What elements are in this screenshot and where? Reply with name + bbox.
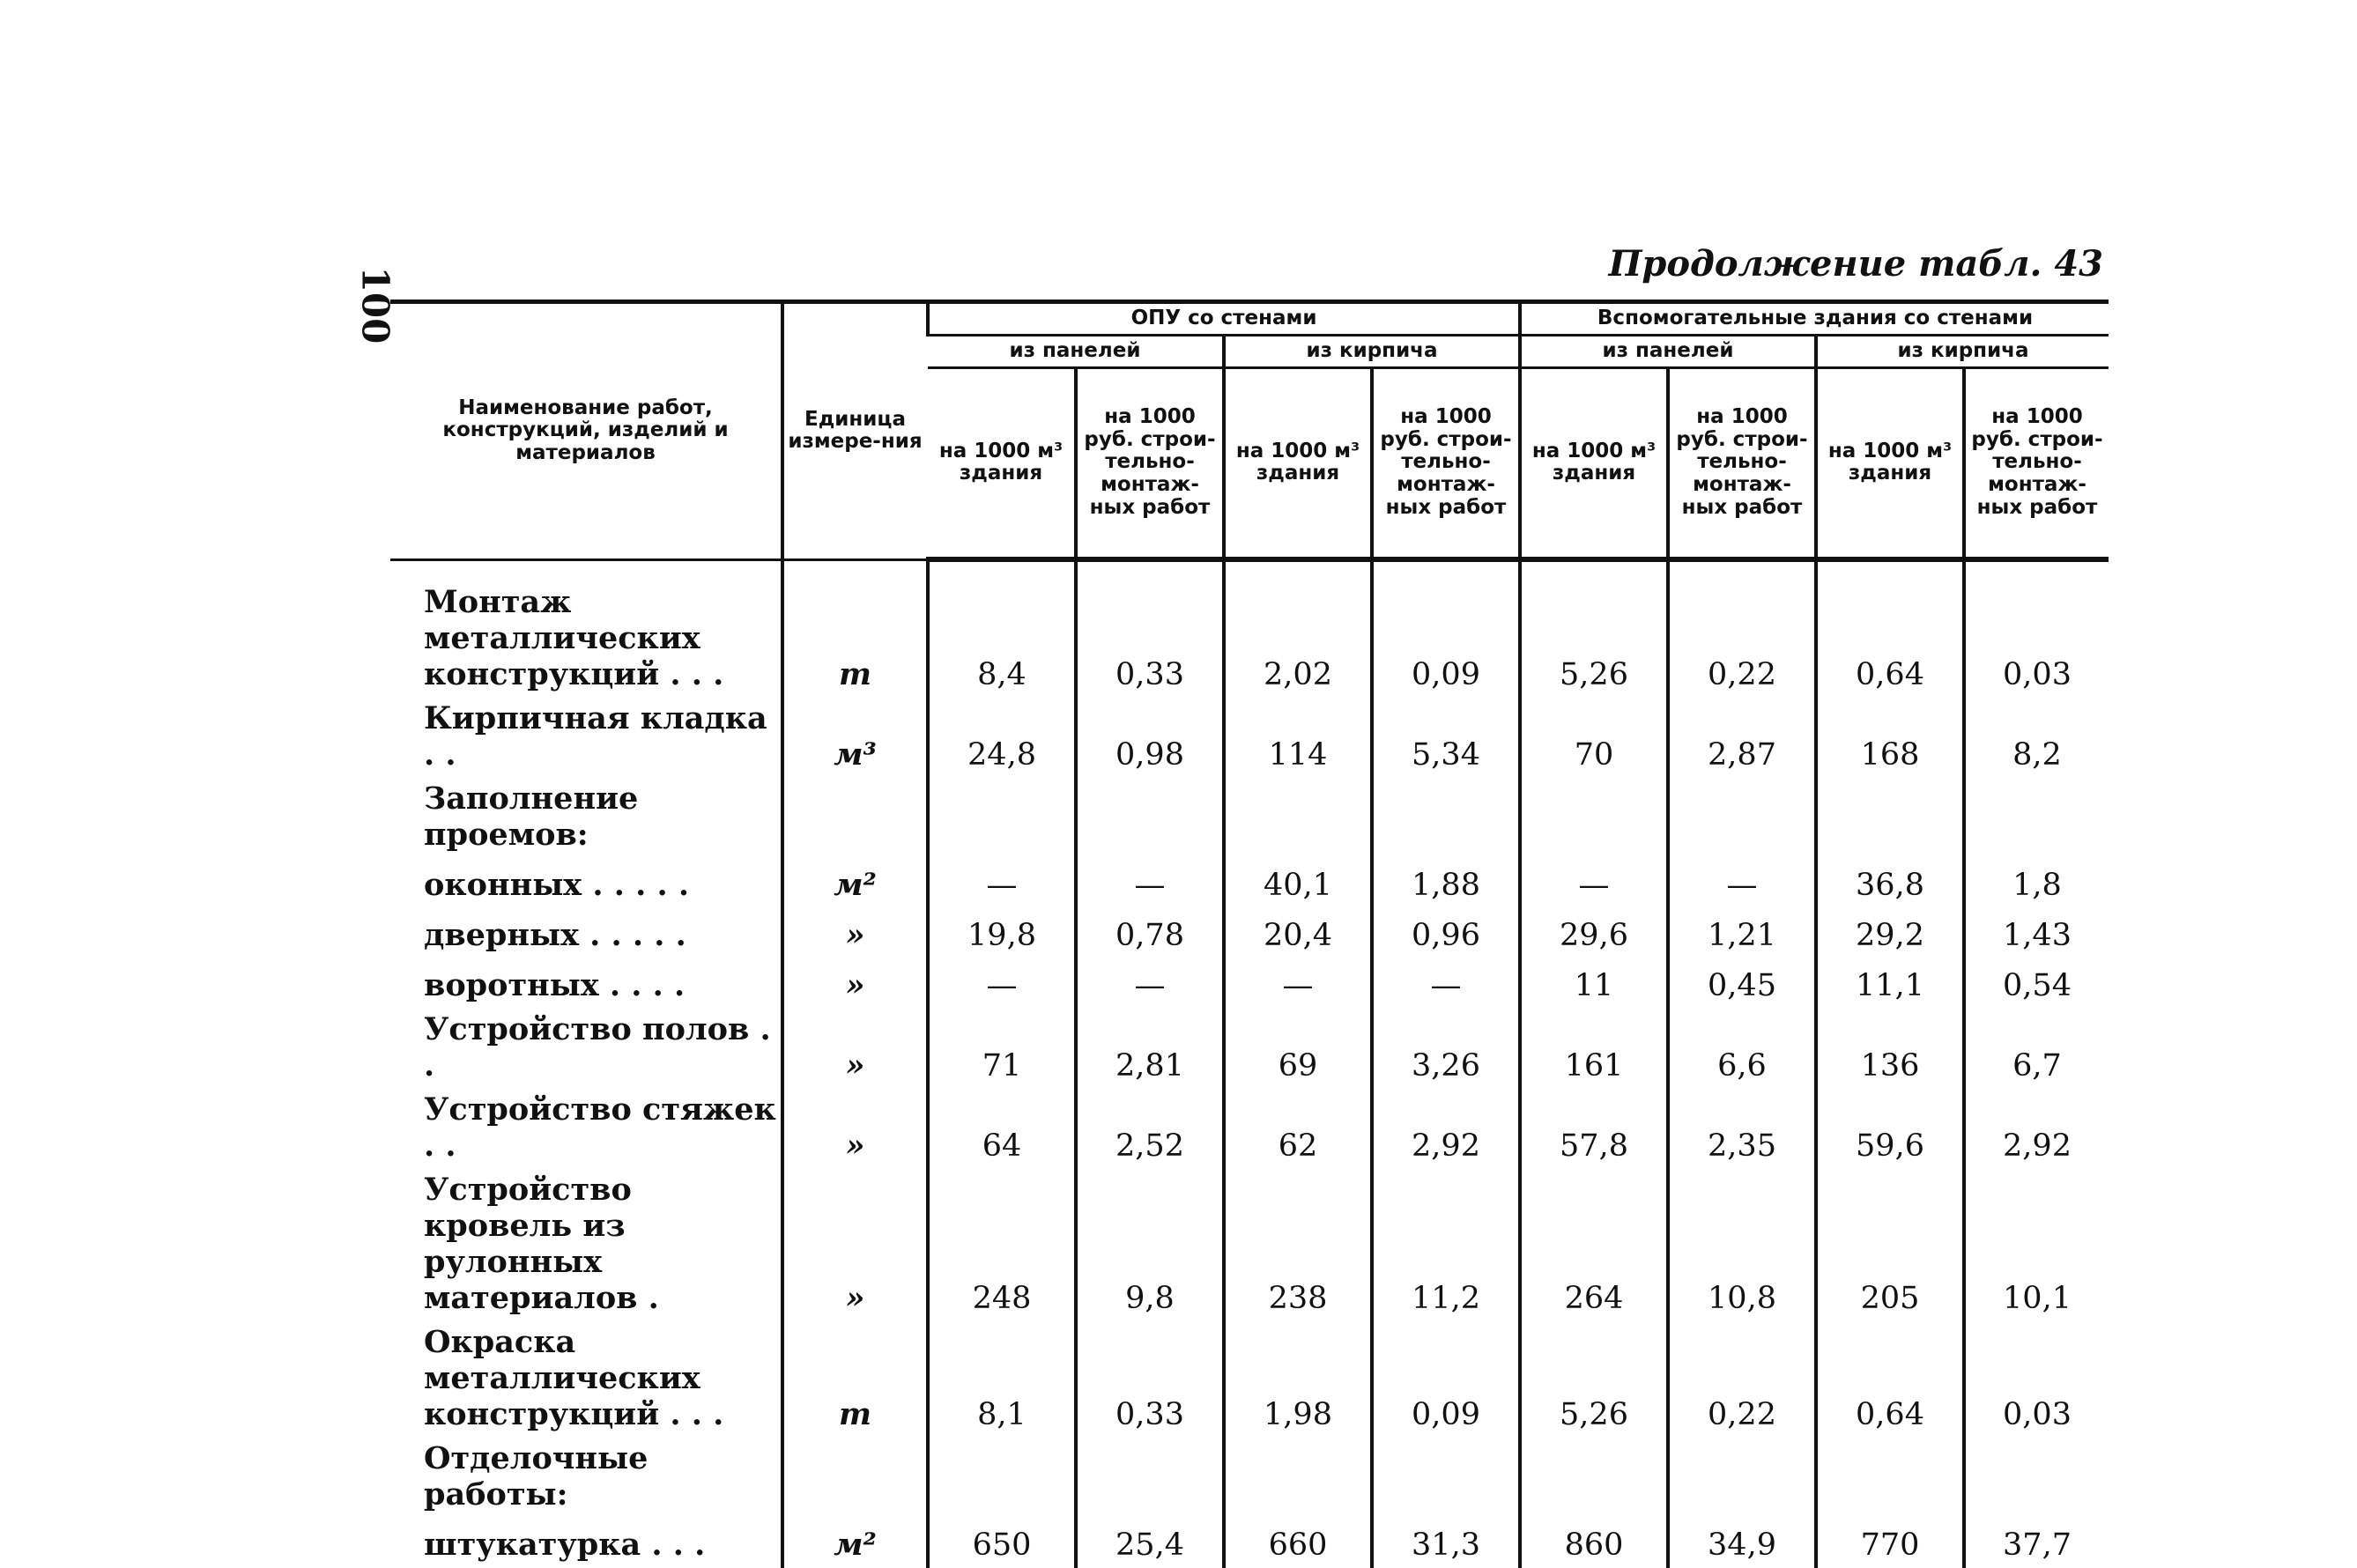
cell-value: — xyxy=(1224,958,1372,1009)
cell-value xyxy=(1076,778,1224,858)
cell-value xyxy=(1372,1438,1520,1518)
cell-value: 168 xyxy=(1816,698,1964,778)
cell-value: 10,8 xyxy=(1668,1169,1816,1321)
cell-value: 0,96 xyxy=(1372,908,1520,958)
cell-value xyxy=(1668,778,1816,858)
cell-value: 40,1 xyxy=(1224,858,1372,908)
cell-value: 1,21 xyxy=(1668,908,1816,958)
cell-value: 59,6 xyxy=(1816,1089,1964,1169)
row-unit: » xyxy=(782,1009,928,1089)
cell-value: 114 xyxy=(1224,698,1372,778)
cell-value: — xyxy=(1668,858,1816,908)
row-unit: м³ xyxy=(782,698,928,778)
cell-value: 25,4 xyxy=(1076,1518,1224,1568)
table-row xyxy=(390,1518,2109,1568)
cell-value: 1,98 xyxy=(1224,1321,1372,1438)
cell-value: 9,8 xyxy=(1076,1169,1224,1321)
header-sub-panels: из панелей xyxy=(928,335,1224,367)
cell-value: 5,34 xyxy=(1372,698,1520,778)
cell-value: 0,03 xyxy=(1964,559,2109,698)
cell-value xyxy=(1668,1438,1816,1518)
header-group-opu: ОПУ со стенами xyxy=(928,302,1520,336)
cell-value: 2,87 xyxy=(1668,698,1816,778)
cell-value: 5,26 xyxy=(1520,559,1668,698)
cell-value: — xyxy=(1076,858,1224,908)
table-row xyxy=(390,559,2109,698)
row-name: воротных . . . . xyxy=(424,966,686,1003)
row-unit: т xyxy=(782,1321,928,1438)
table-row xyxy=(390,1089,2109,1169)
cell-value: 64 xyxy=(928,1089,1076,1169)
cell-value: 2,92 xyxy=(1964,1089,2109,1169)
table-row xyxy=(390,1169,2109,1321)
materials-table xyxy=(390,300,2109,1568)
header-unit-col: Единица измере-ния xyxy=(782,302,928,560)
cell-value: 0,22 xyxy=(1668,559,1816,698)
cell-value: 0,33 xyxy=(1076,1321,1224,1438)
cell-value: 69 xyxy=(1224,1009,1372,1089)
row-unit: » xyxy=(782,1089,928,1169)
cell-value xyxy=(928,778,1076,858)
header-sub-brick: из кирпича xyxy=(1816,335,2109,367)
cell-value: — xyxy=(928,858,1076,908)
cell-value: 31,3 xyxy=(1372,1518,1520,1568)
row-name: Устройство кровель из рулонных материалов . xyxy=(424,1171,659,1316)
header-col-volume: на 1000 м³ здания xyxy=(1816,367,1964,559)
cell-value xyxy=(928,1438,1076,1518)
cell-value: 2,52 xyxy=(1076,1089,1224,1169)
cell-value: 8,4 xyxy=(928,559,1076,698)
cell-value: 161 xyxy=(1520,1009,1668,1089)
cell-value: 660 xyxy=(1224,1518,1372,1568)
row-unit: » xyxy=(782,908,928,958)
cell-value xyxy=(1816,1438,1964,1518)
cell-value: 24,8 xyxy=(928,698,1076,778)
cell-value: 34,9 xyxy=(1668,1518,1816,1568)
cell-value: 1,88 xyxy=(1372,858,1520,908)
row-unit: » xyxy=(782,958,928,1009)
cell-value xyxy=(1076,1438,1224,1518)
table-row xyxy=(390,858,2109,908)
cell-value: 248 xyxy=(928,1169,1076,1321)
cell-value: 1,8 xyxy=(1964,858,2109,908)
cell-value: — xyxy=(1372,958,1520,1009)
row-name: штукатурка . . . xyxy=(424,1526,706,1563)
table-row xyxy=(390,1321,2109,1438)
cell-value: 2,81 xyxy=(1076,1009,1224,1089)
cell-value: 36,8 xyxy=(1816,858,1964,908)
table-row xyxy=(390,908,2109,958)
cell-value: 0,64 xyxy=(1816,1321,1964,1438)
cell-value: — xyxy=(1520,858,1668,908)
row-unit xyxy=(782,778,928,858)
table-caption: Продолжение табл. 43 xyxy=(1608,243,2103,285)
cell-value: 2,02 xyxy=(1224,559,1372,698)
cell-value: 0,64 xyxy=(1816,559,1964,698)
table-row xyxy=(390,778,2109,858)
cell-value: 8,1 xyxy=(928,1321,1076,1438)
table-row xyxy=(390,698,2109,778)
cell-value xyxy=(1964,778,2109,858)
cell-value: 0,09 xyxy=(1372,559,1520,698)
row-name: Кирпичная кладка . . xyxy=(424,699,767,773)
row-name: дверных . . . . . xyxy=(424,916,686,953)
cell-value: 6,7 xyxy=(1964,1009,2109,1089)
cell-value: 71 xyxy=(928,1009,1076,1089)
table-row xyxy=(390,1009,2109,1089)
cell-value: 1,43 xyxy=(1964,908,2109,958)
header-sub-panels: из панелей xyxy=(1520,335,1816,367)
row-name: Устройство стяжек . . xyxy=(424,1091,776,1164)
cell-value: 29,2 xyxy=(1816,908,1964,958)
cell-value: 70 xyxy=(1520,698,1668,778)
row-name: Заполнение проемов: xyxy=(424,780,639,853)
header-col-volume: на 1000 м³ здания xyxy=(1520,367,1668,559)
cell-value: 0,22 xyxy=(1668,1321,1816,1438)
cell-value xyxy=(1224,1438,1372,1518)
cell-value: 3,26 xyxy=(1372,1009,1520,1089)
cell-value: 37,7 xyxy=(1964,1518,2109,1568)
cell-value: 5,26 xyxy=(1520,1321,1668,1438)
row-name: Окраска металлических конструкций . . . xyxy=(424,1323,724,1432)
row-unit: » xyxy=(782,1169,928,1321)
cell-value: 8,2 xyxy=(1964,698,2109,778)
table-row xyxy=(390,958,2109,1009)
cell-value: 205 xyxy=(1816,1169,1964,1321)
row-name: Устройство полов . . xyxy=(424,1010,771,1084)
cell-value: — xyxy=(928,958,1076,1009)
cell-value: 0,98 xyxy=(1076,698,1224,778)
header-col-cost: на 1000 руб. строи-тельно-монтаж-ных работ xyxy=(1076,367,1224,559)
header-name-col: Наименование работ, конструкций, изделий и материалов xyxy=(390,302,782,560)
cell-value: 19,8 xyxy=(928,908,1076,958)
cell-value: 11,2 xyxy=(1372,1169,1520,1321)
cell-value xyxy=(1224,778,1372,858)
header-sub-brick: из кирпича xyxy=(1224,335,1520,367)
cell-value: 0,78 xyxy=(1076,908,1224,958)
header-col-cost: на 1000 руб. строи-тельно-монтаж-ных работ xyxy=(1964,367,2109,559)
cell-value: 10,1 xyxy=(1964,1169,2109,1321)
cell-value: 0,54 xyxy=(1964,958,2109,1009)
table-body xyxy=(390,559,2109,1568)
cell-value: 6,6 xyxy=(1668,1009,1816,1089)
cell-value: 2,92 xyxy=(1372,1089,1520,1169)
row-name: Отделочные работы: xyxy=(424,1439,649,1513)
cell-value: 650 xyxy=(928,1518,1076,1568)
cell-value: 11 xyxy=(1520,958,1668,1009)
cell-value: 770 xyxy=(1816,1518,1964,1568)
cell-value: 136 xyxy=(1816,1009,1964,1089)
row-unit: м² xyxy=(782,1518,928,1568)
cell-value xyxy=(1520,778,1668,858)
cell-value: 860 xyxy=(1520,1518,1668,1568)
cell-value: 238 xyxy=(1224,1169,1372,1321)
cell-value: 0,03 xyxy=(1964,1321,2109,1438)
cell-value xyxy=(1372,778,1520,858)
row-unit: м² xyxy=(782,858,928,908)
cell-value xyxy=(1964,1438,2109,1518)
header-col-volume: на 1000 м³ здания xyxy=(1224,367,1372,559)
cell-value: 264 xyxy=(1520,1169,1668,1321)
header-group-aux: Вспомогательные здания со стенами xyxy=(1520,302,2109,336)
cell-value: 57,8 xyxy=(1520,1089,1668,1169)
cell-value: 0,33 xyxy=(1076,559,1224,698)
cell-value: 2,35 xyxy=(1668,1089,1816,1169)
page-number: 100 xyxy=(353,266,397,344)
cell-value: 0,09 xyxy=(1372,1321,1520,1438)
header-col-volume: на 1000 м³ здания xyxy=(928,367,1076,559)
cell-value: 11,1 xyxy=(1816,958,1964,1009)
row-unit xyxy=(782,1438,928,1518)
header-col-cost: на 1000 руб. строи-тельно-монтаж-ных работ xyxy=(1668,367,1816,559)
cell-value: 29,6 xyxy=(1520,908,1668,958)
cell-value xyxy=(1520,1438,1668,1518)
cell-value: 0,45 xyxy=(1668,958,1816,1009)
cell-value: 20,4 xyxy=(1224,908,1372,958)
cell-value: — xyxy=(1076,958,1224,1009)
row-name: оконных . . . . . xyxy=(424,866,690,903)
cell-value xyxy=(1816,778,1964,858)
row-unit: т xyxy=(782,559,928,698)
cell-value: 62 xyxy=(1224,1089,1372,1169)
table-row xyxy=(390,1438,2109,1518)
header-col-cost: на 1000 руб. строи-тельно-монтаж-ных работ xyxy=(1372,367,1520,559)
row-name: Монтаж металлических конструкций . . . xyxy=(424,583,724,692)
